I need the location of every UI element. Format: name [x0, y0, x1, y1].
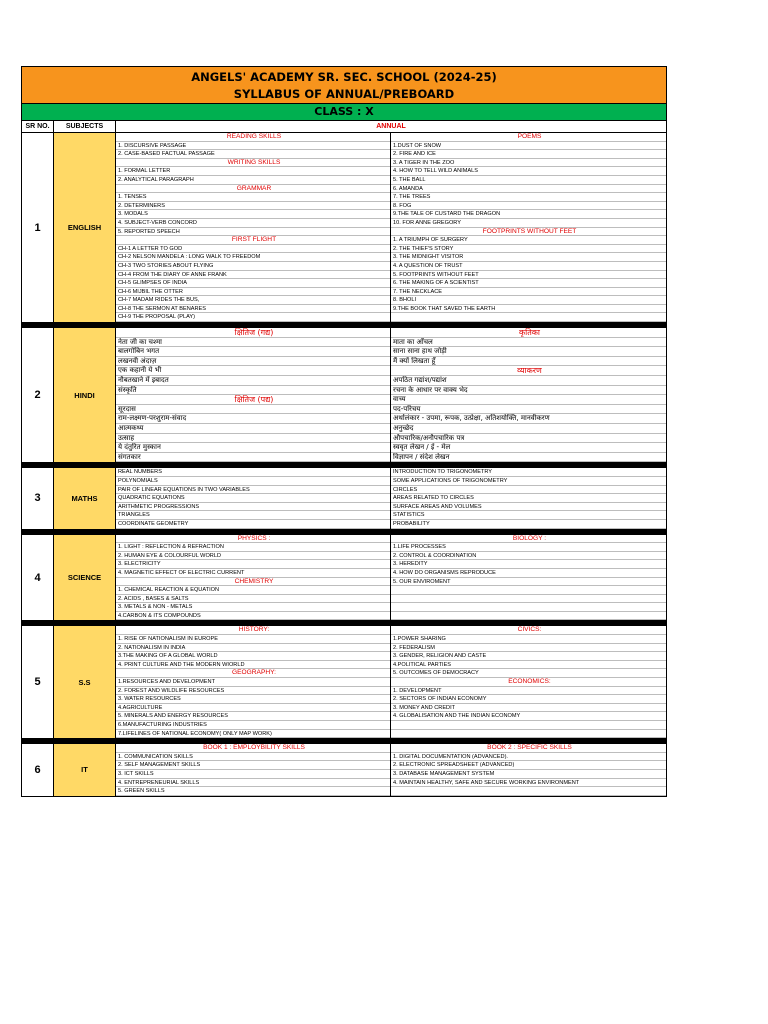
topic-item: 6. THE MAKING OF A SCIENTIST [391, 279, 666, 288]
topic-item: 1. LIGHT : REFLECTION & REFRACTION [116, 543, 390, 552]
topic-item: COORDINATE GEOMETRY [116, 520, 390, 529]
topic-heading: GRAMMAR [116, 185, 390, 194]
topic-heading: BIOLOGY : [391, 535, 666, 544]
topic-item: TRIANGLES [116, 511, 390, 520]
topic-item: CH-1 A LETTER TO GOD [116, 245, 390, 254]
topic-item: 7. THE TREES [391, 193, 666, 202]
subject-section-english [22, 133, 666, 323]
subject-name: SCIENCE [54, 535, 116, 621]
topic-item: संगतकार [116, 453, 390, 463]
topic-item: 1. FORMAL LETTER [116, 167, 390, 176]
syllabus-title: SYLLABUS OF ANNUAL/PREBOARD [233, 87, 455, 101]
topic-heading: कृतिका [391, 328, 666, 338]
topic-item: 3. WATER RESOURCES [116, 695, 390, 704]
topic-item: 4. SUBJECT-VERB CONCORD [116, 219, 390, 228]
topic-item: 1.RESOURCES AND DEVELOPMENT [116, 678, 390, 687]
topics-content [116, 744, 666, 796]
topic-item: 2. CONTROL & COORDINATION [391, 552, 666, 561]
topic-item: 6. AMANDA [391, 185, 666, 194]
topic-item: सूरदास [116, 405, 390, 415]
topic-item: 1.POWER SHARING [391, 635, 666, 644]
subject-name: ENGLISH [54, 133, 116, 322]
topic-item: 2. ANALYTICAL PARAGRAPH [116, 176, 390, 185]
topic-item: 8. BHOLI [391, 296, 666, 305]
topic-item: CIRCLES [391, 486, 666, 495]
sr-number: 2 [22, 328, 54, 462]
topics-column-left [116, 328, 391, 462]
topic-item: SOME APPLICATIONS OF TRIGONOMETRY [391, 477, 666, 486]
topic-item: संस्कृति [116, 386, 390, 396]
subject-section-maths [22, 468, 666, 529]
topics-column-left [116, 626, 391, 738]
sr-number: 4 [22, 535, 54, 621]
topic-item: 2. SECTORS OF INDIAN ECONOMY [391, 695, 666, 704]
topic-item: AREAS RELATED TO CIRCLES [391, 494, 666, 503]
topic-item: 1. DIGITAL DOCUMENTATION (ADVANCED). [391, 753, 666, 762]
subject-section-s-s [22, 626, 666, 739]
topic-item: 5. MINERALS AND ENERGY RESOURCES [116, 712, 390, 721]
topic-item: 3. MODALS [116, 210, 390, 219]
topic-item: पद-परिचय [391, 405, 666, 415]
topic-item [391, 612, 666, 621]
topics-column-right [391, 328, 666, 462]
topic-item: 1. DISCURSIVE PASSAGE [116, 142, 390, 151]
header-sr-no: SR NO. [22, 121, 54, 132]
topic-item: 7. THE NECKLACE [391, 288, 666, 297]
topics-content [116, 133, 666, 322]
topic-item: 5. OUTCOMES OF DEMOCRACY [391, 669, 666, 678]
topic-item: 4. GLOBALISATION AND THE INDIAN ECONOMY [391, 712, 666, 721]
topic-item: 5. FOOTPRINTS WITHOUT FEET [391, 271, 666, 280]
topic-heading: WRITING SKILLS [116, 159, 390, 168]
topic-item: CH-9 THE PROPOSAL (PLAY) [116, 313, 390, 322]
topic-item: 2. SELF MANAGEMENT SKILLS [116, 761, 390, 770]
topic-item: 4. MAINTAIN HEALTHY, SAFE AND SECURE WORKING ENVIRONMENT [391, 779, 666, 788]
sr-number: 3 [22, 468, 54, 528]
topic-heading: CIVICS: [391, 626, 666, 635]
topic-heading: READING SKILLS [116, 133, 390, 142]
topic-item: 3. ELECTRICITY [116, 560, 390, 569]
topic-item: साना साना हाथ जोड़ी [391, 347, 666, 357]
topic-item: 3. A TIGER IN THE ZOO [391, 159, 666, 168]
topic-item: 3. HEREDITY [391, 560, 666, 569]
subject-section-hindi [22, 328, 666, 463]
sr-number: 6 [22, 744, 54, 796]
topic-item: ARITHMETIC PROGRESSIONS [116, 503, 390, 512]
topic-heading: HISTORY: [116, 626, 390, 635]
topic-item: आत्मकथ्य [116, 424, 390, 434]
topic-item: STATISTICS [391, 511, 666, 520]
subject-section-it [22, 744, 666, 797]
topic-item: 8. FOG [391, 202, 666, 211]
topic-item: CH-7 MADAM RIDES THE BUS, [116, 296, 390, 305]
topic-item: INTRODUCTION TO TRIGONOMETRY [391, 468, 666, 477]
sr-number: 5 [22, 626, 54, 738]
topic-item: नौबतखाने में इबादत [116, 376, 390, 386]
topic-item: CH-5 GLIMPSES OF INDIA [116, 279, 390, 288]
topic-item: 4. ENTREPRENEURIAL SKILLS [116, 779, 390, 788]
topic-item: 1. A TRIUMPH OF SURGERY [391, 236, 666, 245]
topic-heading: GEOGRAPHY: [116, 669, 390, 678]
topic-item: 7.LIFELINES OF NATIONAL ECONOMY( ONLY MAP WORK) [116, 730, 390, 739]
topic-heading: क्षितिज (गद्य) [116, 328, 390, 338]
topic-item [391, 586, 666, 595]
title-block [22, 66, 666, 104]
topic-item: 3. METALS & NON - METALS [116, 603, 390, 612]
topic-heading: POEMS [391, 133, 666, 142]
topic-item: 1. CHEMICAL REACTION & EQUATION [116, 586, 390, 595]
topic-item: 2. NATIONALISM IN INDIA [116, 644, 390, 653]
topic-item: PAIR OF LINEAR EQUATIONS IN TWO VARIABLES [116, 486, 390, 495]
topic-item: 2. DETERMINERS [116, 202, 390, 211]
topic-item: 10. FOR ANNE GREGORY [391, 219, 666, 228]
topic-item: माता का आँचल [391, 338, 666, 348]
header-subjects: SUBJECTS [54, 121, 116, 132]
topic-item: अनुच्छेद [391, 424, 666, 434]
topics-content [116, 468, 666, 528]
topic-item: 1. DEVELOPMENT [391, 687, 666, 696]
topic-item: स्ववृत लेखन / ई - मेल [391, 443, 666, 453]
topics-content [116, 535, 666, 621]
topic-item [391, 721, 666, 730]
topic-item: रचना के आधार पर वाक्य भेद [391, 386, 666, 396]
topic-item [391, 313, 666, 322]
topic-item: 1. TENSES [116, 193, 390, 202]
topic-heading: व्याकरण [391, 366, 666, 376]
topic-item: 2. THE THIEF'S STORY [391, 245, 666, 254]
subject-name: MATHS [54, 468, 116, 528]
topic-item [391, 603, 666, 612]
topic-heading: FOOTPRINTS WITHOUT FEET [391, 228, 666, 237]
topic-item: 2. ELECTRONIC SPREADSHEET (ADVANCED) [391, 761, 666, 770]
subject-name: IT [54, 744, 116, 796]
class-label: CLASS : X [22, 104, 666, 121]
topic-item: 4.CARBON & ITS COMPOUNDS [116, 612, 390, 621]
topic-item: POLYNOMIALS [116, 477, 390, 486]
topic-item: 3. GENDER, RELIGION AND CASTE [391, 652, 666, 661]
topic-item: 2. CASE-BASED FACTUAL PASSAGE [116, 150, 390, 159]
topic-heading: क्षितिज (पद्य) [116, 395, 390, 405]
topics-column-right [391, 626, 666, 738]
topic-item: मैं क्यों लिखता हूँ [391, 357, 666, 367]
topic-heading: BOOK 1 : EMPLOYBILITY SKILLS [116, 744, 390, 753]
topic-item: PROBABILITY [391, 520, 666, 529]
topic-item: 4.POLITICAL PARTIES [391, 661, 666, 670]
topic-item: लखनवी अंदाज़ [116, 357, 390, 367]
topic-item: नेता जी का चश्मा [116, 338, 390, 348]
topic-heading: ECONOMICS: [391, 678, 666, 687]
topic-item: वाच्य [391, 395, 666, 405]
topic-heading: FIRST FLIGHT [116, 236, 390, 245]
topic-heading: CHEMISTRY [116, 578, 390, 587]
topic-item: CH-6 MIJBIL THE OTTER [116, 288, 390, 297]
topics-column-left [116, 468, 391, 528]
topic-item: औपचारिक/अनौपचारिक पत्र [391, 434, 666, 444]
topic-item: 2. HUMAN EYE & COLOURFUL WORLD [116, 552, 390, 561]
topics-column-right [391, 744, 666, 796]
topic-item: 9.THE TALE OF CUSTARD THE DRAGON [391, 210, 666, 219]
topic-item: 1.DUST OF SNOW [391, 142, 666, 151]
topic-item: बालगोबिन भगत [116, 347, 390, 357]
topic-item: CH-3 TWO STORIES ABOUT FLYING [116, 262, 390, 271]
topic-item: CH-4 FROM THE DIARY OF ANNE FRANK [116, 271, 390, 280]
topic-item: QUADRATIC EQUATIONS [116, 494, 390, 503]
topic-item: 4. PRINT CULTURE AND THE MODERN WIORLD [116, 661, 390, 670]
topic-item: 1.LIFE PROCESSES [391, 543, 666, 552]
topics-column-left [116, 535, 391, 621]
subject-name: S.S [54, 626, 116, 738]
topic-item: 2. ACIDS , BASES & SALTS [116, 595, 390, 604]
topic-item: 1. COMMUNICATION SKILLS [116, 753, 390, 762]
subject-name: HINDI [54, 328, 116, 462]
column-header-row [22, 121, 666, 133]
topic-item: 4. A QUESTION OF TRUST [391, 262, 666, 271]
topic-item: 5. THE BALL [391, 176, 666, 185]
sr-number: 1 [22, 133, 54, 322]
header-annual: ANNUAL [376, 123, 406, 130]
topic-item [391, 730, 666, 739]
topic-item: CH-8 THE SERMON AT BENARES [116, 305, 390, 314]
topic-item: 3. ICT SKILLS [116, 770, 390, 779]
topic-item: राम-लक्ष्मण-परशुराम-संवाद [116, 414, 390, 424]
topic-item: 2. FOREST AND WILDLIFE RESOURCES [116, 687, 390, 696]
topics-column-right [391, 535, 666, 621]
subject-section-science [22, 535, 666, 622]
topic-heading: BOOK 2 : SPECIFIC SKILLS [391, 744, 666, 753]
topic-item: CH-2 NELSON MANDELA : LONG WALK TO FREEDOM [116, 253, 390, 262]
topic-item: 3. THE MIDNIGHT VISITOR [391, 253, 666, 262]
topics-content [116, 626, 666, 738]
topic-item: 3. DATABASE MANAGEMENT SYSTEM [391, 770, 666, 779]
topics-column-left [116, 744, 391, 796]
school-name: ANGELS' ACADEMY SR. SEC. SCHOOL (2024-25) [191, 70, 497, 84]
topics-content [116, 328, 666, 462]
topic-item: विज्ञापन / संदेश लेखन [391, 453, 666, 463]
topic-item: 4.AGRICULTURE [116, 704, 390, 713]
topic-item [391, 595, 666, 604]
topic-item: अपठित गद्यांश/पद्यांश [391, 376, 666, 386]
topic-item: 6.MANUFACTURING INDUSTRIES [116, 721, 390, 730]
syllabus-sheet [21, 66, 667, 797]
topic-item: 4. HOW DO ORGANISMS REPRODUCE [391, 569, 666, 578]
sections-container [22, 133, 666, 797]
topic-item: 4. HOW TO TELL WILD ANIMALS [391, 167, 666, 176]
topic-heading: PHYSICS : [116, 535, 390, 544]
topic-item: 3. MONEY AND CREDIT [391, 704, 666, 713]
topic-item: 2. FEDERALISM [391, 644, 666, 653]
topic-item: उत्साह [116, 434, 390, 444]
topic-item: 5. OUR ENVIROMENT [391, 578, 666, 587]
topic-item: 9.THE BOOK THAT SAVED THE EARTH [391, 305, 666, 314]
topic-item: एक कहानी ये भी [116, 366, 390, 376]
topic-item: 5. GREEN SKILLS [116, 787, 390, 796]
topic-item: REAL NUMBERS [116, 468, 390, 477]
topic-item: 3.THE MAKING OF A GLOBAL WORLD [116, 652, 390, 661]
topic-item: ये दंतुरित मुस्कान [116, 443, 390, 453]
topic-item: 2. FIRE AND ICE [391, 150, 666, 159]
topics-column-right [391, 468, 666, 528]
topic-item: 4. MAGNETIC EFFECT OF ELECTRIC CURRENT [116, 569, 390, 578]
topics-column-right [391, 133, 666, 322]
topic-item: SURFACE AREAS AND VOLUMES [391, 503, 666, 512]
topic-item: 5. REPORTED SPEECH [116, 228, 390, 237]
topic-item [391, 787, 666, 796]
topic-item: अर्थालंकार - उपमा, रूपक, उत्प्रेक्षा, अतिशयोक्ति, मानवीकरण [391, 414, 666, 424]
topic-item: 1. RISE OF NATIONALISM IN EUROPE [116, 635, 390, 644]
topics-column-left [116, 133, 391, 322]
